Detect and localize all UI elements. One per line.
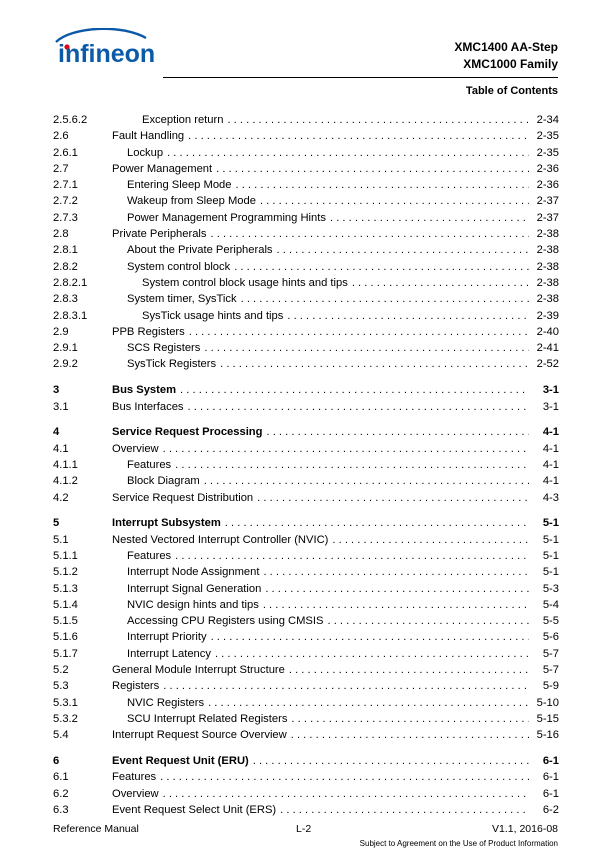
toc-entry-number: 2.8.2 — [53, 260, 78, 273]
toc-entry-title: NVIC design hints and tips — [127, 598, 259, 611]
toc-entry[interactable] — [53, 548, 559, 564]
toc-entry-title: Interrupt Request Source Overview — [112, 729, 287, 742]
toc-entry-title: Bus Interfaces — [112, 400, 184, 413]
toc-entry-number: 2.8.2.1 — [53, 276, 88, 289]
toc-dot-leader — [266, 424, 529, 440]
toc-dot-leader — [189, 324, 529, 340]
toc-entry-page: 5-15 — [536, 712, 559, 725]
toc-dot-leader — [175, 548, 529, 564]
toc-entry-number: 5.1.7 — [53, 647, 78, 660]
toc-entry-page: 6-1 — [542, 754, 559, 767]
toc-dot-leader — [352, 275, 529, 291]
toc-entry[interactable] — [53, 399, 559, 415]
toc-entry[interactable] — [53, 695, 559, 711]
toc-entry-title: System control block — [127, 260, 231, 273]
toc-entry-title: SysTick usage hints and tips — [142, 309, 284, 322]
toc-entry-number: 2.8 — [53, 228, 69, 241]
header-family: XMC1000 Family — [463, 57, 558, 71]
toc-entry[interactable] — [53, 490, 559, 506]
toc-entry-page: 2-38 — [536, 260, 559, 273]
toc-entry-number: 5 — [53, 517, 60, 530]
header-section-title: Table of Contents — [465, 85, 558, 97]
toc-entry[interactable] — [53, 340, 559, 356]
toc-entry-page: 2-52 — [536, 358, 559, 371]
toc-entry-number: 2.9.2 — [53, 358, 78, 371]
toc-entry-title: General Module Interrupt Structure — [112, 664, 285, 676]
toc-entry-title: SCS Registers — [127, 342, 201, 355]
toc-entry[interactable] — [53, 177, 559, 193]
toc-entry-number: 2.9.1 — [53, 342, 78, 355]
toc-dot-leader — [175, 457, 529, 473]
toc-entry-number: 3.1 — [53, 400, 69, 413]
toc-dot-leader — [180, 382, 529, 398]
toc-dot-leader — [291, 727, 529, 743]
toc-entry-title: Interrupt Latency — [127, 647, 211, 660]
toc-entry-page: 5-4 — [542, 598, 559, 611]
toc-entry-number: 2.8.3.1 — [53, 309, 88, 322]
toc-chapter-entry[interactable] — [53, 424, 559, 440]
toc-entry-page: 4-1 — [542, 426, 559, 439]
toc-entry-title: Service Request Distribution — [112, 491, 254, 504]
svg-text:infineon: infineon — [58, 40, 156, 68]
toc-entry-title: About the Private Peripherals — [127, 244, 273, 257]
toc-entry-number: 4.1 — [53, 442, 69, 455]
toc-entry-title: Accessing CPU Registers using CMSIS — [127, 615, 324, 628]
toc-entry-page: 2-40 — [536, 325, 559, 338]
toc-dot-leader — [208, 695, 529, 711]
toc-dot-leader — [327, 613, 529, 629]
toc-entry-page: 6-2 — [542, 803, 559, 816]
toc-dot-leader — [253, 753, 529, 769]
toc-entry-page: 2-39 — [536, 309, 559, 322]
toc-entry-number: 5.2 — [53, 664, 69, 676]
toc-entry-page: 5-1 — [542, 566, 559, 579]
toc-entry-title: Power Management Programming Hints — [127, 211, 326, 224]
toc-entry-page: 2-36 — [536, 179, 559, 192]
toc-entry-number: 2.6.1 — [53, 146, 78, 159]
toc-dot-leader — [332, 532, 529, 548]
toc-dot-leader — [257, 490, 529, 506]
toc-entry-page: 5-7 — [542, 664, 559, 676]
toc-entry-page: 4-3 — [542, 491, 559, 504]
table-of-contents — [53, 112, 559, 818]
toc-entry-number: 2.7 — [53, 162, 69, 175]
toc-entry-number: 6.2 — [53, 787, 69, 800]
toc-entry[interactable] — [53, 564, 559, 580]
toc-entry-title: Nested Vectored Interrupt Controller (NVIC) — [112, 533, 329, 546]
footer-doc-type: Reference Manual — [53, 823, 139, 835]
toc-entry-page: 4-1 — [542, 458, 559, 471]
infineon-logo — [50, 28, 160, 80]
toc-entry-number: 4 — [53, 426, 60, 439]
toc-entry-title: Event Request Select Unit (ERS) — [112, 803, 277, 816]
toc-entry[interactable] — [53, 128, 559, 144]
toc-entry-page: 4-1 — [542, 442, 559, 455]
toc-entry-number: 4.1.1 — [53, 458, 78, 471]
toc-entry[interactable] — [53, 613, 559, 629]
toc-entry-number: 5.1.4 — [53, 598, 78, 611]
toc-entry[interactable] — [53, 275, 559, 291]
toc-dot-leader — [265, 581, 529, 597]
toc-entry-title: Bus System — [112, 384, 177, 397]
toc-entry-page: 5-5 — [542, 615, 559, 628]
toc-entry-title: Interrupt Signal Generation — [127, 582, 262, 595]
toc-entry-page: 6-1 — [542, 787, 559, 800]
toc-entry[interactable] — [53, 678, 559, 694]
toc-entry-number: 2.7.2 — [53, 195, 78, 208]
toc-entry-page: 2-38 — [536, 228, 559, 241]
toc-entry[interactable] — [53, 473, 559, 489]
toc-entry-page: 5-7 — [542, 647, 559, 660]
toc-entry-page: 2-38 — [536, 293, 559, 306]
toc-entry-page: 6-1 — [542, 771, 559, 784]
toc-entry[interactable] — [53, 457, 559, 473]
toc-entry[interactable] — [53, 597, 559, 613]
toc-dot-leader — [160, 769, 529, 785]
toc-entry-page: 5-1 — [542, 549, 559, 562]
toc-entry-page: 5-3 — [542, 582, 559, 595]
footer-note: Subject to Agreement on the Use of Product Information — [359, 839, 558, 848]
toc-entry-title: Lockup — [127, 146, 164, 159]
toc-entry-title: PPB Registers — [112, 325, 185, 338]
toc-entry-number: 4.1.2 — [53, 475, 78, 488]
toc-entry-number: 2.8.1 — [53, 244, 78, 257]
header-product: XMC1400 AA-Step — [454, 40, 558, 54]
toc-entry-page: 3-1 — [542, 384, 559, 397]
toc-entry[interactable] — [53, 210, 559, 226]
toc-dot-leader — [235, 177, 529, 193]
toc-chapter-entry[interactable] — [53, 382, 559, 398]
toc-entry[interactable] — [53, 161, 559, 177]
toc-entry-number: 2.7.1 — [53, 179, 78, 192]
toc-entry-number: 5.1 — [53, 533, 69, 546]
toc-entry-number: 6 — [53, 754, 60, 767]
toc-entry-page: 5-10 — [536, 696, 559, 709]
toc-entry-number: 5.4 — [53, 729, 69, 742]
toc-entry-number: 2.5.6.2 — [53, 114, 88, 126]
toc-dot-leader — [227, 112, 529, 128]
toc-entry-number: 6.3 — [53, 803, 69, 816]
toc-entry-number: 5.1.2 — [53, 566, 78, 579]
toc-entry-page: 2-41 — [536, 342, 559, 355]
toc-entry-page: 2-38 — [536, 244, 559, 257]
toc-entry-title: SCU Interrupt Related Registers — [127, 712, 288, 725]
toc-entry-number: 5.1.5 — [53, 615, 78, 628]
toc-entry-title: Fault Handling — [112, 130, 185, 143]
toc-entry-number: 5.3.1 — [53, 696, 78, 709]
toc-entry-page: 5-1 — [542, 517, 559, 530]
toc-entry[interactable] — [53, 646, 559, 662]
toc-entry-title: System timer, SysTick — [127, 293, 237, 306]
toc-dot-leader — [211, 226, 529, 242]
toc-entry[interactable] — [53, 308, 559, 324]
toc-entry-title: Overview — [112, 442, 159, 455]
toc-entry-number: 2.9 — [53, 325, 69, 338]
toc-entry[interactable] — [53, 145, 559, 161]
toc-dot-leader — [204, 340, 529, 356]
toc-entry[interactable] — [53, 259, 559, 275]
toc-dot-leader — [289, 662, 529, 678]
toc-entry[interactable] — [53, 291, 559, 307]
toc-entry[interactable] — [53, 711, 559, 727]
toc-entry-title: Entering Sleep Mode — [127, 179, 232, 192]
toc-entry[interactable] — [53, 112, 559, 128]
toc-entry-page: 2-37 — [536, 211, 559, 224]
toc-entry[interactable] — [53, 193, 559, 209]
toc-entry[interactable] — [53, 786, 559, 802]
toc-entry[interactable] — [53, 727, 559, 743]
toc-entry[interactable] — [53, 581, 559, 597]
toc-entry-title: Registers — [112, 680, 160, 693]
header-divider — [163, 77, 558, 78]
toc-dot-leader — [163, 678, 529, 694]
toc-entry-title: Overview — [112, 787, 159, 800]
toc-dot-leader — [280, 802, 529, 818]
toc-entry[interactable] — [53, 226, 559, 242]
toc-chapter-entry[interactable] — [53, 753, 559, 769]
toc-entry-page: 5-1 — [542, 533, 559, 546]
toc-entry-number: 3 — [53, 384, 60, 397]
toc-entry-page: 3-1 — [542, 400, 559, 413]
toc-dot-leader — [287, 308, 529, 324]
footer-page-number: L-2 — [296, 823, 312, 835]
toc-entry-title: Interrupt Node Assignment — [127, 566, 260, 579]
toc-dot-leader — [188, 128, 529, 144]
toc-entry-page: 5-9 — [542, 680, 559, 693]
toc-entry[interactable] — [53, 769, 559, 785]
toc-entry-number: 2.7.3 — [53, 211, 78, 224]
toc-entry-page: 2-35 — [536, 146, 559, 159]
toc-dot-leader — [167, 145, 529, 161]
toc-entry-page: 2-35 — [536, 130, 559, 143]
toc-dot-leader — [277, 242, 529, 258]
toc-dot-leader — [188, 399, 529, 415]
toc-dot-leader — [241, 291, 529, 307]
toc-entry-title: Private Peripherals — [112, 228, 207, 241]
toc-dot-leader — [263, 564, 529, 580]
toc-entry-title: Exception return — [142, 114, 224, 126]
toc-entry-number: 5.1.1 — [53, 549, 78, 562]
toc-dot-leader — [291, 711, 529, 727]
toc-entry-number: 5.1.3 — [53, 582, 78, 595]
toc-dot-leader — [163, 441, 529, 457]
toc-entry[interactable] — [53, 356, 559, 372]
toc-entry-number: 5.1.6 — [53, 631, 78, 644]
toc-entry-title: System control block usage hints and tips — [142, 276, 348, 289]
toc-dot-leader — [163, 786, 529, 802]
toc-entry-page: 2-36 — [536, 162, 559, 175]
toc-dot-leader — [330, 210, 529, 226]
toc-entry-title: Features — [127, 549, 172, 562]
toc-entry-title: Features — [127, 458, 172, 471]
toc-entry-number: 6.1 — [53, 771, 69, 784]
toc-entry-number: 5.3 — [53, 680, 69, 693]
toc-dot-leader — [260, 193, 529, 209]
toc-entry-page: 2-34 — [536, 114, 559, 126]
toc-entry-title: SysTick Registers — [127, 358, 217, 371]
toc-dot-leader — [234, 259, 529, 275]
toc-entry-title: Event Request Unit (ERU) — [112, 754, 249, 767]
toc-entry[interactable] — [53, 324, 559, 340]
toc-entry-page: 2-37 — [536, 195, 559, 208]
toc-dot-leader — [204, 473, 529, 489]
toc-dot-leader — [225, 515, 529, 531]
toc-entry-number: 4.2 — [53, 491, 69, 504]
toc-entry-title: Block Diagram — [127, 475, 200, 488]
toc-entry[interactable] — [53, 242, 559, 258]
toc-entry-title: Features — [112, 771, 157, 784]
toc-entry-title: Wakeup from Sleep Mode — [127, 195, 256, 208]
footer-version: V1.1, 2016-08 — [492, 823, 558, 835]
toc-entry-page: 2-38 — [536, 276, 559, 289]
toc-entry-number: 2.8.3 — [53, 293, 78, 306]
toc-entry-page: 4-1 — [542, 475, 559, 488]
toc-dot-leader — [263, 597, 529, 613]
toc-entry[interactable] — [53, 629, 559, 645]
toc-entry[interactable] — [53, 532, 559, 548]
toc-dot-leader — [220, 356, 529, 372]
toc-entry-title: NVIC Registers — [127, 696, 205, 709]
toc-dot-leader — [216, 161, 529, 177]
toc-entry-page: 5-16 — [536, 729, 559, 742]
toc-chapter-entry[interactable] — [53, 515, 559, 531]
toc-entry[interactable] — [53, 441, 559, 457]
toc-dot-leader — [211, 629, 529, 645]
toc-entry-number: 2.6 — [53, 130, 69, 143]
toc-entry[interactable] — [53, 662, 559, 678]
toc-entry-title: Service Request Processing — [112, 426, 263, 439]
toc-entry-title: Interrupt Subsystem — [112, 517, 221, 530]
toc-entry-title: Power Management — [112, 162, 213, 175]
toc-entry-title: Interrupt Priority — [127, 631, 207, 644]
toc-entry-number: 5.3.2 — [53, 712, 78, 725]
toc-dot-leader — [215, 646, 529, 662]
toc-entry-page: 5-6 — [542, 631, 559, 644]
toc-entry[interactable] — [53, 802, 559, 818]
